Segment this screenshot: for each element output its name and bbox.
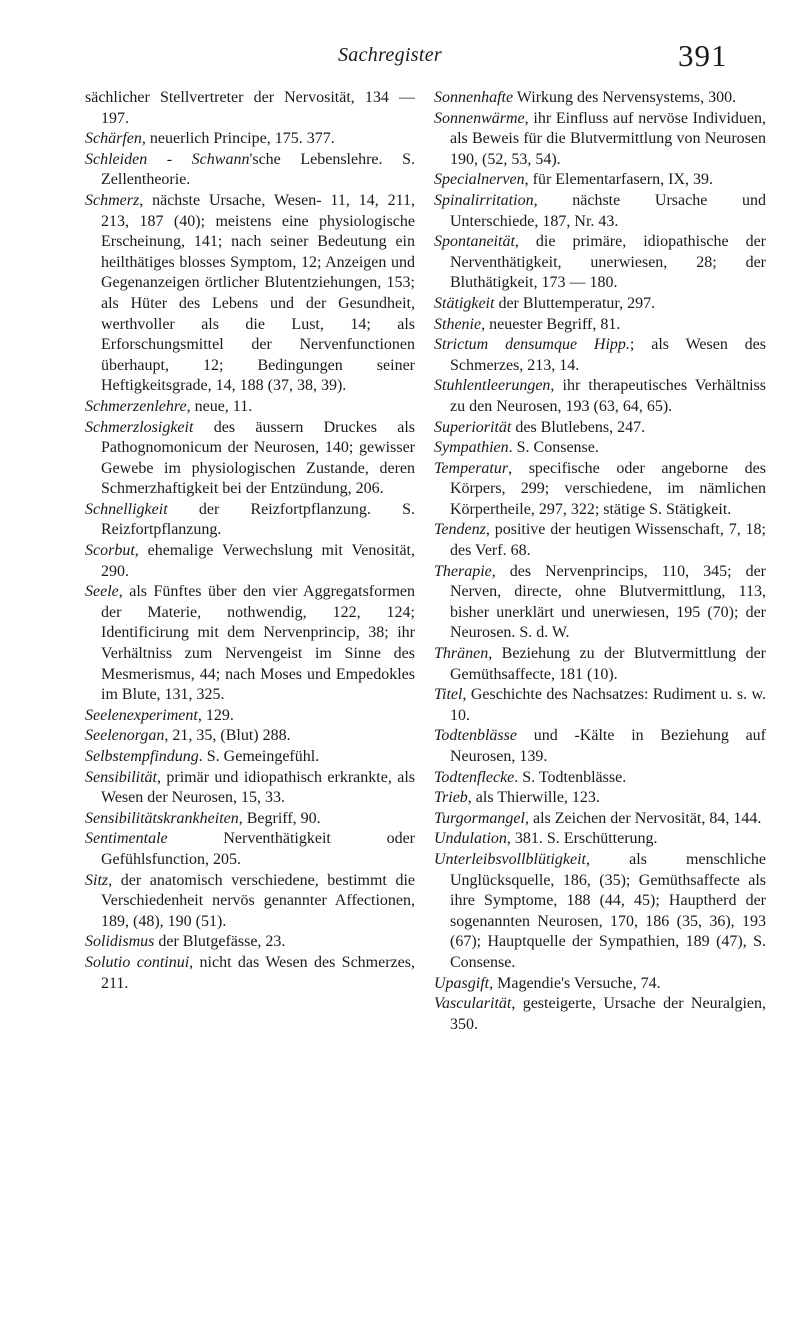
index-entry-references: , nächste Ursache und Unterschiede, 187, Nr. 43. (450, 191, 766, 230)
index-entry-term: Specialnerven (434, 171, 525, 189)
index-entry (434, 994, 766, 1035)
index-entry-term: Spinalirritation (434, 191, 534, 209)
index-entry (434, 850, 766, 974)
index-entry-term: Seele (85, 583, 119, 601)
index-entry-term: Spontaneität (434, 233, 515, 251)
index-entry-references: der Blutgefässe, 23. (154, 933, 286, 951)
index-entry (434, 109, 766, 171)
index-entry (85, 150, 415, 191)
index-entry (434, 88, 766, 109)
index-entry (85, 88, 415, 129)
index-entry-term: Todtenflecke (434, 768, 515, 786)
index-entry-references: , Magendie's Versuche, 74. (489, 974, 661, 992)
index-entry-term: Sonnenwärme (434, 109, 525, 127)
index-entry-references: , ihr therapeutisches Verhältniss zu den Neurosen, 193 (63, 64, 65). (450, 377, 766, 415)
index-entry-references: . S. Gemeingefühl. (198, 748, 320, 765)
index-entry-term: Tendenz (434, 521, 486, 539)
index-entry-references: , als menschliche Unglücksquelle, 186, (35); Gemüthsaffecte als ihre Symptome, 188 (44, 45); Hauptherd der sogenannten Neurosen, 170, 186 (35, 36), 193 (67); Hauptquelle der Sympathien, 189 (47), S. Consense. (450, 850, 766, 971)
index-entry-references: , neuerlich Principe, 175. 377. (141, 130, 335, 148)
index-entry-term: Undulation (434, 830, 507, 848)
index-entry-term: Solidismus (85, 933, 155, 951)
index-entry (85, 541, 415, 582)
index-entry (85, 871, 415, 933)
index-entry-references: , Begriff, 90. (238, 809, 321, 827)
index-entry-term: Seelenexperiment (85, 706, 198, 724)
index-entry (434, 315, 766, 336)
index-entry (434, 191, 766, 232)
index-entry-term: Schnelligkeit (85, 500, 168, 518)
index-entry (434, 726, 766, 767)
index-entry-term: Strictum densumque Hipp. (434, 336, 630, 354)
left-index-column (85, 88, 415, 994)
index-entry (434, 562, 766, 644)
index-entry (434, 809, 766, 830)
index-entry-references: , ehemalige Verwechslung mit Venosität, 290. (101, 542, 415, 580)
index-entry-references: , 21, 35, (Blut) 288. (164, 727, 291, 745)
index-entry-references: , specifische oder angeborne des Körpers, 299; verschiedene, im nämlichen Körpertheile, 297, 322; stätige S. Stätigkeit. (450, 459, 766, 518)
index-entry (85, 191, 415, 397)
index-entry-references: , für Elementarfasern, IX, 39. (524, 171, 713, 189)
index-entry-references: , neuester Begriff, 81. (481, 315, 621, 333)
index-entry-term: Vascularität (434, 995, 512, 1013)
index-entry-references: des Blutlebens, 247. (511, 418, 646, 436)
index-entry (434, 520, 766, 561)
index-entry-term: Sitz (85, 871, 109, 889)
index-entry (85, 397, 415, 418)
index-entry (85, 953, 415, 994)
index-entry-term: Upasgift (434, 974, 490, 992)
index-entry (85, 829, 415, 870)
running-title: Sachregister (338, 44, 442, 66)
index-entry-references: , nicht das Wesen des Schmerzes, 211. (101, 953, 415, 992)
index-entry-references: des äussern Druckes als Pathognomonicum der Neurosen, 140; gewisser Gewebe im physiologischen Zustande, deren Schmerzhaftigkeit bei der Entzündung, 206. (101, 418, 415, 498)
index-entry-references: . S. Todtenblässe. (514, 768, 627, 786)
index-entry-references: der Reizfortpflanzung. S. Reizfortpflanzung. (101, 500, 415, 539)
index-entry (434, 170, 766, 191)
index-entry (85, 706, 415, 727)
index-entry-term: Thränen (434, 645, 489, 663)
index-entry (434, 459, 766, 521)
index-entry (434, 335, 766, 376)
index-entry-term: Sensibilität (85, 768, 157, 786)
index-entry-references: der Bluttemperatur, 297. (494, 294, 656, 312)
index-entry (85, 809, 415, 830)
index-entry-references: , primär und idiopathisch erkrankte, als Wesen der Neurosen, 15, 33. (101, 768, 415, 807)
index-entry-references: , Beziehung zu der Blutvermittlung der Gemüthsaffecte, 181 (10). (450, 645, 766, 683)
index-entry (85, 129, 415, 150)
index-entry-references: , gesteigerte, Ursache der Neuralgien, 350. (450, 995, 766, 1033)
index-entry-references: , als Zeichen der Nervosität, 84, 144. (524, 809, 762, 827)
index-entry-references: , Geschichte des Nachsatzes: Rudiment u. s. w. 10. (450, 686, 766, 724)
index-entry-term: Sonnenhafte (434, 89, 514, 106)
index-entry (85, 726, 415, 747)
index-entry (434, 232, 766, 294)
index-entry-term: Solutio continui (85, 953, 190, 971)
index-entry-term: Selbstempfindung (85, 748, 199, 765)
index-entry-references: sächlicher Stellvertreter der Nervosität, 134 — 197. (85, 89, 415, 127)
index-entry-term: Schleiden - Schwann (85, 150, 250, 168)
index-entry (85, 768, 415, 809)
index-entry-term: Sensibilitätskrankheiten (85, 809, 239, 827)
index-entry-references: , 129. (197, 706, 234, 724)
index-entry (85, 582, 415, 706)
index-entry (434, 685, 766, 726)
index-entry-term: Sthenie (434, 315, 482, 333)
index-entry (434, 768, 766, 789)
index-entry (85, 418, 415, 500)
index-entry-references: , neue, 11. (186, 397, 253, 415)
index-entry-references: , des Nervenprincips, 110, 345; der Nerven, directe, ohne Blutvermittlung, 113, bisher unerklärt und unerwiesen, 195 (70); der Neurosen. S. d. W. (450, 562, 766, 642)
index-entry-references: und -Kälte in Beziehung auf Neurosen, 139. (450, 727, 766, 765)
index-entry-references: , als Thierwille, 123. (467, 789, 600, 807)
index-entry-term: Unterleibsvollblütigkeit (434, 850, 586, 868)
index-entry-term: Stuhlentleerungen (434, 377, 551, 395)
index-entry (85, 747, 415, 768)
index-entry (85, 500, 415, 541)
index-entry-references: , positive der heutigen Wissenschaft, 7, 18; des Verf. 68. (450, 521, 766, 560)
index-entry-term: Sympathien (434, 439, 509, 457)
index-entry-term: Stätigkeit (434, 294, 495, 312)
index-entry-term: Schärfen (85, 130, 142, 148)
index-entry-references: , 381. S. Erschütterung. (506, 830, 658, 848)
index-entry (434, 376, 766, 417)
index-entry-references: Wirkung des Nervensystems, 300. (513, 89, 737, 106)
index-entry-term: Schmerzenlehre (85, 397, 187, 415)
index-entry-references: , als Fünftes über den vier Aggregatsformen der Materie, nothwendig, 122, 124; Identificirung mit dem Nervenprincip, 38; ihr Verhältniss zum Nervengeist im Sinne des Mesmerismus, 44; nach Moses und Empedokles im Blute, 131, 325. (101, 583, 415, 704)
index-entry-references: , die primäre, idiopathische der Nerventhätigkeit, unerwiesen, 28; der Bluthätigkeit, 173 — 180. (450, 233, 766, 292)
index-entry (434, 438, 766, 459)
index-entry-term: Trieb (434, 789, 468, 807)
index-entry (434, 418, 766, 439)
index-entry-references: ; als Wesen des Schmerzes, 213, 14. (450, 336, 766, 374)
index-entry-term: Temperatur (434, 459, 509, 477)
index-entry-term: Superiorität (434, 418, 512, 436)
index-entry (434, 974, 766, 995)
index-entry-references: , nächste Ursache, Wesen- 11, 14, 211, 213, 187 (40); meistens eine physiologische Erscheinung, 141; nach seiner Bedeutung ein heilthätiges blosses Symptom, 12; Anzeigen und Gegenanzeigen örtlicher Blutentziehungen, 153; als Hüter des Lebens und der Gesundheit, werthvoller als die Lust, 14; als Erforschungsmittel der Nervenfunctionen überhaupt, 12; Bedingungen seiner Heftigkeitsgrade, 14, 188 (37, 38, 39). (101, 191, 415, 395)
index-entry-references: , der anatomisch verschiedene, bestimmt die Verschiedenheit nervös genannter Affectionen, 189, (48), 190 (51). (101, 871, 415, 930)
index-entry-references: . S. Consense. (508, 439, 599, 457)
index-entry-term: Scorbut (85, 542, 135, 560)
index-entry-term: Titel (434, 686, 463, 704)
index-entry-term: Seelenorgan (85, 727, 165, 745)
index-entry-references: , ihr Einfluss auf nervöse Individuen, als Beweis für die Blutvermittlung von Neurosen 190, (52, 53, 54). (450, 109, 766, 168)
index-entry-term: Sentimentale (85, 830, 168, 848)
index-entry (434, 294, 766, 315)
index-entry-term: Turgormangel (434, 809, 525, 827)
page-number: 391 (678, 38, 728, 73)
index-entry (434, 829, 766, 850)
right-index-column (434, 88, 766, 1035)
index-entry-term: Therapie (434, 562, 492, 580)
index-entry-references: 'sche Lebenslehre. S. Zellentheorie. (101, 150, 415, 189)
index-entry (434, 788, 766, 809)
index-entry (434, 644, 766, 685)
index-entry-references: Nerventhätigkeit oder Gefühlsfunction, 205. (101, 830, 415, 868)
index-entry-term: Schmerzlosigkeit (85, 418, 194, 436)
index-entry-term: Schmerz (85, 191, 140, 209)
index-entry (85, 932, 415, 953)
index-entry-term: Todtenblässe (434, 727, 517, 745)
